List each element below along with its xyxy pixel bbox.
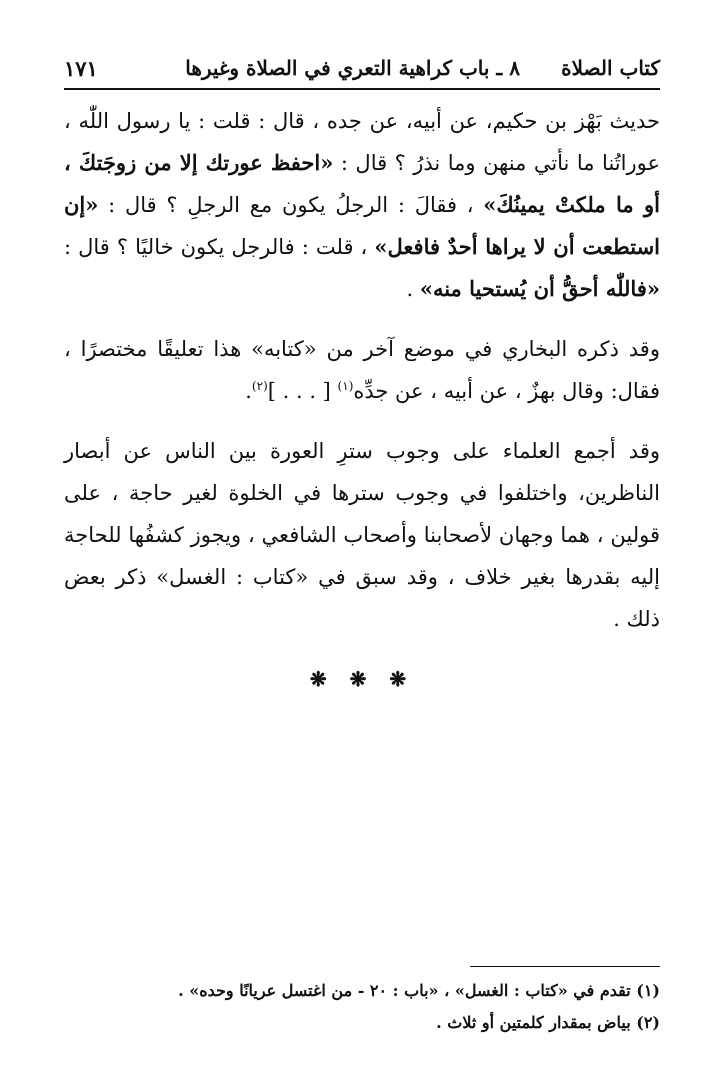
hadith-text-2: ، فقالَ : الرجلُ يكون مع الرجلِ ؟ قال :: [98, 193, 484, 217]
prophetic-saying-1: «احفظ عورتك إلا من زوجَتكَ ، أو ما ملكتْ يمينُكَ»: [64, 150, 660, 217]
main-text: [64, 100, 660, 700]
section-ornament: ❋ ❋ ❋: [309, 667, 415, 691]
bukhari-paragraph: [64, 328, 660, 412]
prophetic-saying-3: «فاللّٰه أحقُّ أن يُستحيا منه»: [419, 276, 660, 301]
hadith-paragraph: [64, 100, 660, 310]
running-head: [64, 54, 660, 90]
bukhari-text-1: وقد ذكره البخاري في موضع آخر من «كتابه» هذا تعليقًا مختصرًا ، فقال: وقال بهزٌ ، عن أبيه ، عن جدِّه: [64, 337, 660, 403]
hadith-text-4: .: [406, 277, 420, 301]
footnote-2: (٢) بياض بمقدار كلمتين أو ثلاث .: [436, 1013, 660, 1032]
consensus-paragraph: وقد أجمع العلماء على وجوب سترِ العورة بين الناس عن أبصار الناظرين، واختلفوا في وجوب سترها في الخلوة لغير حاجة ، على قولين ، هما وجهان لأصحابنا وأصحاب الشافعي ، ويجوز كشفُها للحاجة إليه بقدرها بغير خلاف ، وقد سبق في «كتاب : الغسل» ذكر بعض ذلك .: [64, 439, 660, 631]
footnote-ref-1: (١): [337, 379, 354, 393]
bukhari-text-3: .: [245, 379, 252, 403]
footnote-list: [64, 975, 660, 1039]
footnote-ref-2: (٢): [251, 379, 268, 393]
running-head-chapter-title: ٨ ـ باب كراهية التعري في الصلاة وغيرها: [185, 56, 520, 80]
footnotes: [64, 966, 660, 1039]
prophetic-saying-2: «إن استطعت أن لا يراها أحدٌ فافعل»: [64, 192, 660, 259]
bukhari-text-2: [ . . . ]: [267, 379, 338, 403]
page-number: ١٧١: [64, 56, 98, 81]
hadith-text-3: ، قلت : فالرجل يكون خاليًا ؟ قال :: [64, 235, 375, 259]
hadith-text-1: حديث بَهْز بن حكيم، عن أبيه، عن جده ، قال : قلت : يا رسول اللّٰه ، عوراتُنا ما نأتي منهن وما نذرُ ؟ قال :: [64, 109, 660, 175]
running-head-book-title: كتاب الصلاة: [561, 56, 660, 80]
footnote-1: (١) تقدم في «كتاب : الغسل» ، «باب : ٢٠ - من اغتسل عريانًا وحده» .: [178, 981, 660, 1000]
footnote-divider: [470, 966, 660, 967]
